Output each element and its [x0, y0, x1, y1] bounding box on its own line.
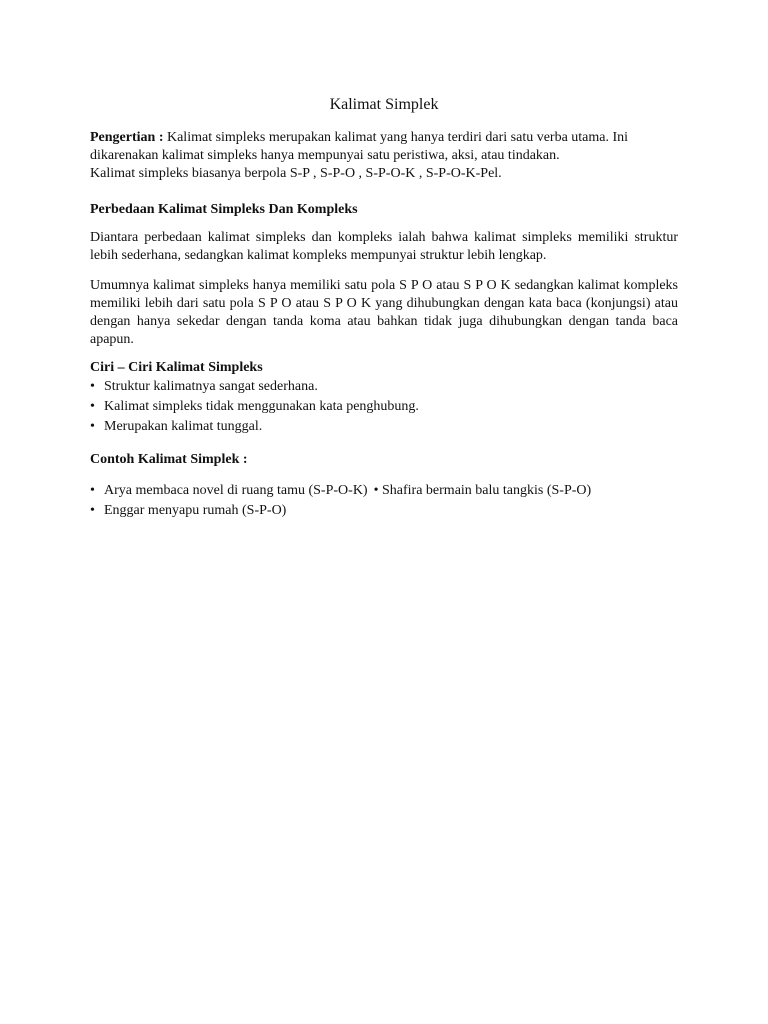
- document-body: [90, 95, 678, 521]
- ciri-heading: Ciri – Ciri Kalimat Simpleks: [90, 360, 263, 375]
- pengertian-text-1: Kalimat simpleks merupakan kalimat yang hanya terdiri dari satu verba utama. Ini: [163, 130, 629, 145]
- perbedaan-paragraph-1: Diantara perbedaan kalimat simpleks dan kompleks ialah bahwa kalimat simpleks memiliki struktur lebih sederhana, sedangkan kalimat kompleks mempunyai struktur lebih lengkap.: [90, 230, 678, 263]
- pengertian-label: Pengertian :: [90, 130, 164, 145]
- contoh-item-text: Enggar menyapu rumah (S-P-O): [104, 503, 287, 518]
- list-item: [90, 481, 678, 501]
- bullet-icon: •: [90, 419, 95, 434]
- pengertian-section: [90, 129, 678, 183]
- list-item: [90, 501, 678, 521]
- bullet-icon: •: [90, 483, 95, 498]
- contoh-item-text: Shafira bermain balu tangkis (S-P-O): [382, 483, 592, 498]
- pengertian-line-1: [90, 129, 678, 147]
- ciri-list: [90, 377, 678, 437]
- perbedaan-paragraph-2: Umumnya kalimat simpleks hanya memiliki satu pola S P O atau S P O K sedangkan kalimat kompleks memiliki lebih dari satu pola S P O atau S P O K yang dihubungkan dengan kata baca (konjungsi) atau dengan hanya sekedar dengan tanda koma atau bahkan tidak juga dihubungkan dengan tanda baca apapun.: [90, 278, 678, 347]
- contoh-heading: Contoh Kalimat Simplek :: [90, 452, 248, 467]
- bullet-icon: •: [90, 503, 95, 518]
- pengertian-line-2: dikarenakan kalimat simpleks hanya mempunyai satu peristiwa, aksi, atau tindakan.: [90, 148, 560, 163]
- ciri-item-text: Merupakan kalimat tunggal.: [104, 419, 263, 434]
- document-title: Kalimat Simplek: [329, 96, 439, 113]
- pengertian-line-3: Kalimat simpleks biasanya berpola S-P , S-P-O , S-P-O-K , S-P-O-K-Pel.: [90, 166, 502, 181]
- list-item: [90, 377, 678, 397]
- list-item: [90, 417, 678, 437]
- bullet-icon: •: [90, 399, 95, 414]
- list-item: [90, 397, 678, 417]
- ciri-item-text: Kalimat simpleks tidak menggunakan kata penghubung.: [104, 399, 419, 414]
- contoh-list: [90, 481, 678, 521]
- bullet-icon: •: [90, 379, 95, 394]
- bullet-icon: •: [373, 483, 379, 498]
- ciri-item-text: Struktur kalimatnya sangat sederhana.: [104, 379, 318, 394]
- contoh-item-text: Arya membaca novel di ruang tamu (S-P-O-K): [104, 483, 368, 498]
- perbedaan-heading: Perbedaan Kalimat Simpleks Dan Kompleks: [90, 202, 358, 217]
